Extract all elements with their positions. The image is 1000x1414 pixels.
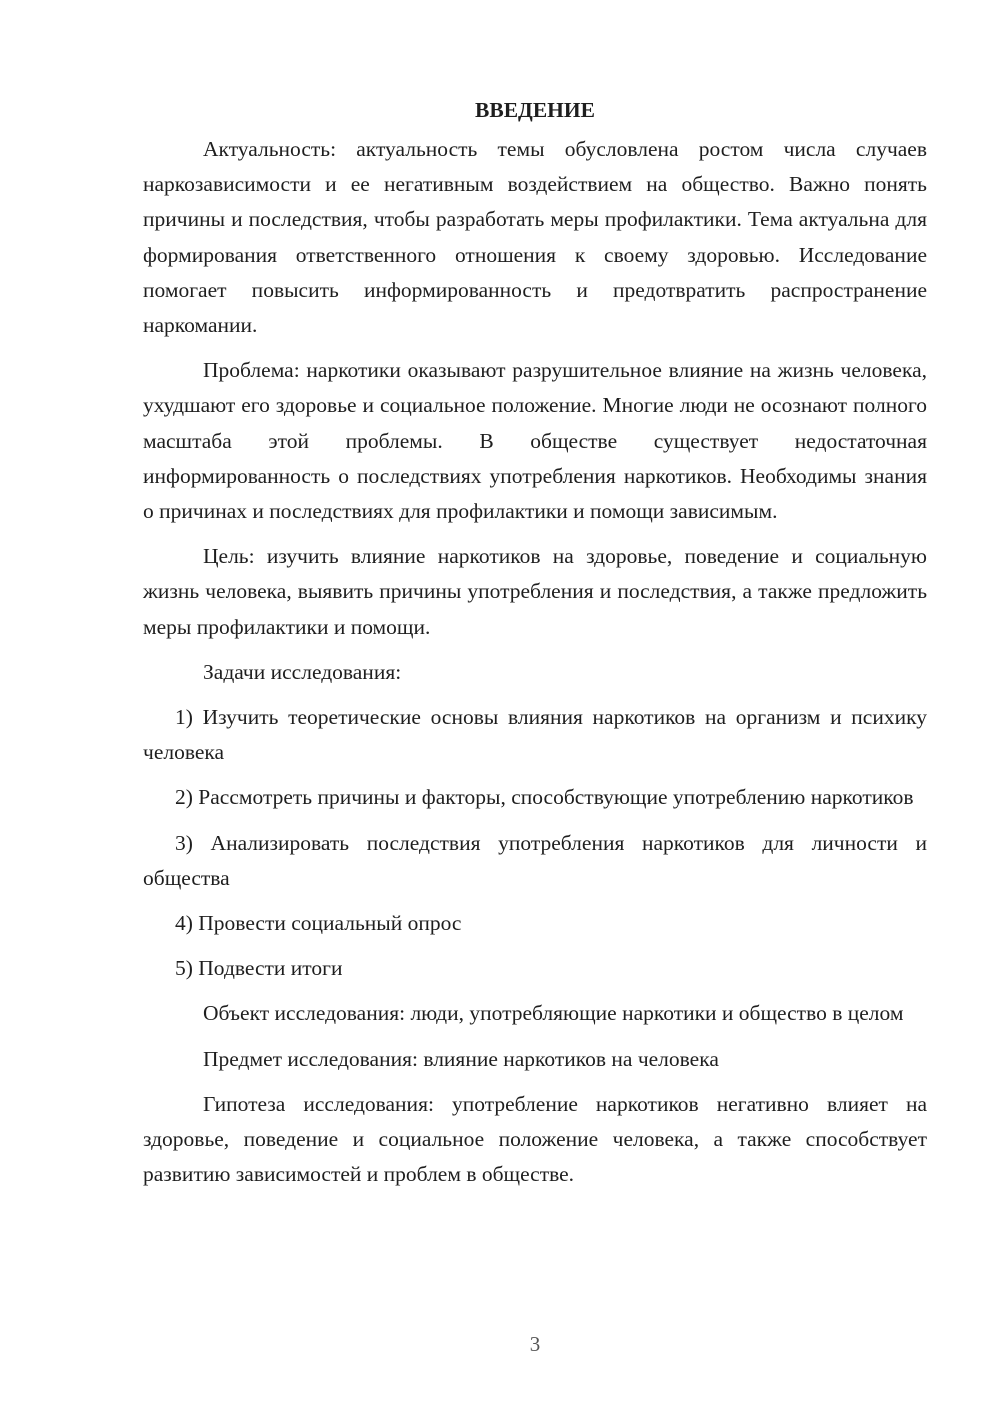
section-heading: ВВЕДЕНИЕ [475,98,595,122]
task-item: 1) Изучить теоретические основы влияния наркотиков на организм и психику человека [143,705,927,765]
page-content [143,93,927,1202]
tasks-heading: Задачи исследования: [203,659,402,684]
problem-paragraph: Проблема: наркотики оказывают разрушительное влияние на жизнь человека, ухудшают его здоровье и социальное положение. Многие люди не осознают полного масштаба этой проблемы. В обществе существует недостаточная информированность о последствиях употребления наркотиков. Необходимы знания о причинах и последствиях для профилактики и помощи зависимым. [143,358,927,524]
task-item: 3) Анализировать последствия употребления наркотиков для личности и общества [143,830,927,890]
goal-paragraph: Цель: изучить влияние наркотиков на здоровье, поведение и социальную жизнь человека, выявить причины употребления и последствия, а также предложить меры профилактики и помощи. [143,544,927,639]
task-item: 5) Подвести итоги [175,956,343,981]
object-paragraph: Объект исследования: люди, употребляющие наркотики и общество в целом [203,1001,904,1026]
task-item: 2) Рассмотреть причины и факторы, способствующие употреблению наркотиков [175,785,914,810]
subject-paragraph: Предмет исследования: влияние наркотиков на человека [203,1046,719,1071]
hypothesis-paragraph: Гипотеза исследования: употребление наркотиков негативно влияет на здоровье, поведение и социальное положение человека, а также способствует развитию зависимостей и проблем в обществе. [143,1091,927,1187]
page-number: 3 [529,1332,541,1356]
relevance-paragraph: Актуальность: актуальность темы обусловлена ростом числа случаев наркозависимости и ее негативным воздействием на общество. Важно понять причины и последствия, чтобы разработать меры профилактики. Тема актуальна для формирования ответственного отношения к своему здоровью. Исследование помогает повысить информированность и предотвратить распространение наркомании. [143,137,927,338]
task-item: 4) Провести социальный опрос [175,911,462,936]
